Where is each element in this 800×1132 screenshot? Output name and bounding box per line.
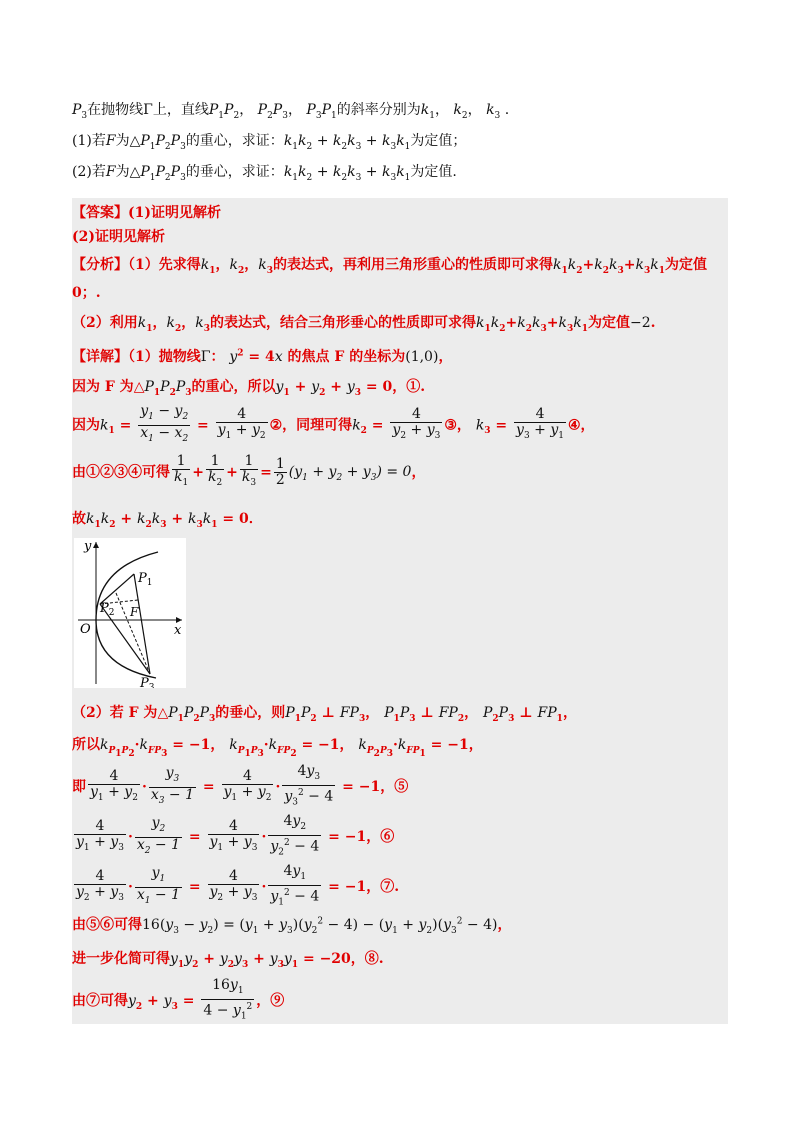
part2-line-5: $\frac{4}{y_2 + y_3}$ · $\frac{y_1}{x_1 - 1}$ = $\frac{4}{y_2 + y_3}$ · $\frac{4y_1}{y_1^2 - 4}$ = −1，⑦. xyxy=(76,863,400,908)
problem-line-1: $P_3$在抛物线Γ上，直线$P_1P_2$， $P_2P_3$， $P_3P_1$的斜率分别为$k_1$， $k_2$， $k_3$ . xyxy=(72,102,510,121)
part2-line-3: 即 $\frac{4}{y_1 + y_2}$ · $\frac{y_3}{x_3 - 1}$ = $\frac{4}{y_1 + y_2}$ · $\frac{4y_3}{y_3^2 - 4}$ = −1，⑤ xyxy=(72,763,409,808)
part2-line-6: 由⑤⑥可得$16(y_3 - y_2) = (y_1 + y_3)(y_2^2 - 4) - (y_1 + y_2)(y_3^2 - 4)$， xyxy=(72,916,512,936)
segment-p1p2 xyxy=(100,574,134,604)
x-axis-label: x xyxy=(174,623,182,638)
analysis-line-1: 【分析】（1）先求得$k_1$，$k_2$，$k_3$的表达式，再利用三角形重心的性质即可求得$k_1k_2+k_2k_3+k_3k_1$为定值 xyxy=(72,257,707,276)
parabola-figure xyxy=(74,538,186,688)
p2-label: $P_2$ xyxy=(100,601,115,618)
analysis-line-2: （2）利用$k_1$，$k_2$，$k_3$的表达式，结合三角形垂心的性质即可求得$k_1k_2+k_2k_3+k_3k_1$为定值−2. xyxy=(72,315,656,334)
segment-p1p3 xyxy=(134,574,150,674)
origin-label: O xyxy=(80,622,91,637)
p3-label: $P_3$ xyxy=(140,676,155,688)
p1-label: $P_1$ xyxy=(138,571,153,588)
part2-line-7: 进一步化简可得$y_1y_2 + y_2y_3 + y_3y_1 = -20$，⑧. xyxy=(72,951,384,970)
part2-line-4: $\frac{4}{y_1 + y_3}$ · $\frac{y_2}{x_2 - 1}$ = $\frac{4}{y_1 + y_3}$ · $\frac{4y_2}{y_2^2 - 4}$ = −1，⑥ xyxy=(76,813,395,858)
analysis-line-1b: 0；. xyxy=(72,285,101,301)
y-axis-arrow xyxy=(93,542,99,548)
part2-line-1: （2）若 F 为$\triangle P_1P_2P_3$的垂心，则$P_1P_2$ ⊥ $FP_3$， $P_1P_3$ ⊥ $FP_2$， $P_2P_3$ ⊥ $FP_1$， xyxy=(72,705,577,724)
detail-line-3: 因为$k_1$ = $\frac{y_1 - y_2}{x_1 - x_2}$ = $\frac{4}{y_1 + y_2}$ ②，同理可得$k_2$ = $\frac{4}{y_2 + y_3}$ ③， $k_3$ = $\frac{4}{y_3 + y_1}$ ④， xyxy=(72,403,595,444)
y-axis-label: y xyxy=(84,539,92,554)
detail-line-2: 因为 F 为$\triangle P_1P_2P_3$的重心，所以$y_1 + y_2 + y_3 = 0$，①. xyxy=(72,379,426,398)
detail-line-4: 由①②③④可得 $\frac{1}{k_1}$ + $\frac{1}{k_2}$ + $\frac{1}{k_3}$ = $\frac{1}{2}$ $(y_1 + y_2 + y_3) = 0$， xyxy=(72,453,426,488)
parabola-diagram xyxy=(74,538,186,688)
part2-line-2: 所以$k_{P_1P_2}\cdot k_{FP_3} = -1$， $k_{P_1P_3}\cdot k_{FP_2} = -1$， $k_{P_2P_3}\cdot k_{FP_1} = -1$， xyxy=(72,737,483,759)
problem-part-2: (2)若F为$\triangle P_1P_2P_3$的垂心，求证：$k_1k_2 + k_2k_3 + k_3k_1$为定值. xyxy=(72,164,457,183)
focus-label: F xyxy=(130,605,139,619)
detail-line-1: 【详解】（1）抛物线Γ： $y^2 = 4x$ 的焦点 F 的坐标为(1,0)， xyxy=(72,348,453,365)
problem-part-1: (1)若F为$\triangle P_1P_2P_3$的重心，求证：$k_1k_2 + k_2k_3 + k_3k_1$为定值； xyxy=(72,133,467,152)
answer-label: 【答案】(1)证明见解析 xyxy=(72,205,221,221)
part2-line-8: 由⑦可得$y_2 + y_3$ = $\frac{16y_1}{4 - y_1^2}$ ，⑨ xyxy=(72,977,285,1022)
detail-line-5: 故$k_1k_2 + k_2k_3 + k_3k_1 = 0$． xyxy=(72,511,263,530)
problem-statement xyxy=(72,96,728,189)
answer-label-2: (2)证明见解析 xyxy=(72,229,165,245)
